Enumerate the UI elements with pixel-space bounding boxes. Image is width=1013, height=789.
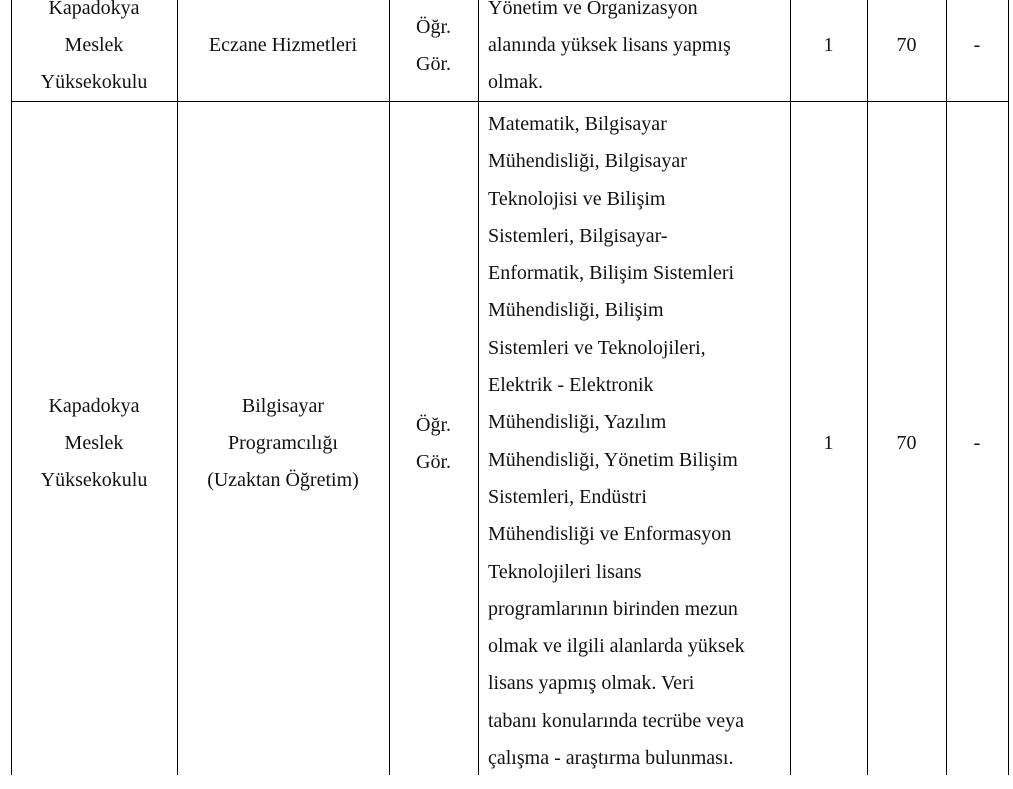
col-border — [478, 0, 479, 775]
count-cell-wrap — [790, 0, 867, 101]
note-cell: - — [973, 34, 981, 56]
requirement-cell-wrap — [488, 0, 788, 101]
unit-cell: Kapadokya Meslek Yüksekokulu — [40, 395, 148, 491]
requirement-cell: Yönetim ve Organizasyon alanında yüksek lisans yapmış olmak. — [488, 0, 731, 93]
score-cell-wrap — [867, 102, 946, 785]
program-cell-wrap — [177, 0, 389, 101]
title-cell-wrap — [389, 102, 478, 785]
title-cell: Öğr. Gör. — [416, 413, 451, 473]
program-cell: Bilgisayar Programcılığı (Uzaktan Öğretim) — [207, 395, 359, 491]
unit-cell: Kapadokya Meslek Yüksekokulu — [40, 0, 148, 93]
note-cell: - — [973, 432, 981, 454]
table-row — [11, 0, 177, 101]
requirement-cell-wrap — [488, 106, 788, 789]
title-cell: Öğr. Gör. — [416, 15, 451, 75]
program-cell-wrap — [177, 102, 389, 785]
score-cell-wrap — [867, 0, 946, 101]
requirement-cell: Matematik, Bilgisayar Mühendisliği, Bilgisayar Teknolojisi ve Bilişim Sistemleri, Bilgisayar- Enformatik, Bilişim Sistemleri Mühendisliği, Bilişim Sistemleri ve Teknolojileri, Elektrik - Elektronik Mühendisliği, Yazılım Mühendisliği, Yönetim Bilişim Sistemleri, Endüstri Mühendisliği ve Enformasyon Teknolojileri lisans programlarının birinden mezun olmak ve ilgili alanlarda yüksek lisans yapmış olmak. Veri tabanı konularında tecrübe veya çalışma - araştırma bulunması. — [488, 113, 745, 770]
count-cell: 1 — [823, 432, 834, 454]
title-cell-wrap — [389, 0, 478, 101]
count-cell-wrap — [790, 102, 867, 785]
score-cell: 70 — [896, 432, 917, 454]
score-cell: 70 — [896, 34, 917, 56]
count-cell: 1 — [823, 34, 834, 56]
note-cell-wrap — [946, 0, 1008, 101]
note-cell-wrap — [946, 102, 1008, 785]
col-border — [1008, 0, 1009, 775]
table-row — [11, 102, 177, 785]
program-cell: Eczane Hizmetleri — [208, 34, 358, 56]
